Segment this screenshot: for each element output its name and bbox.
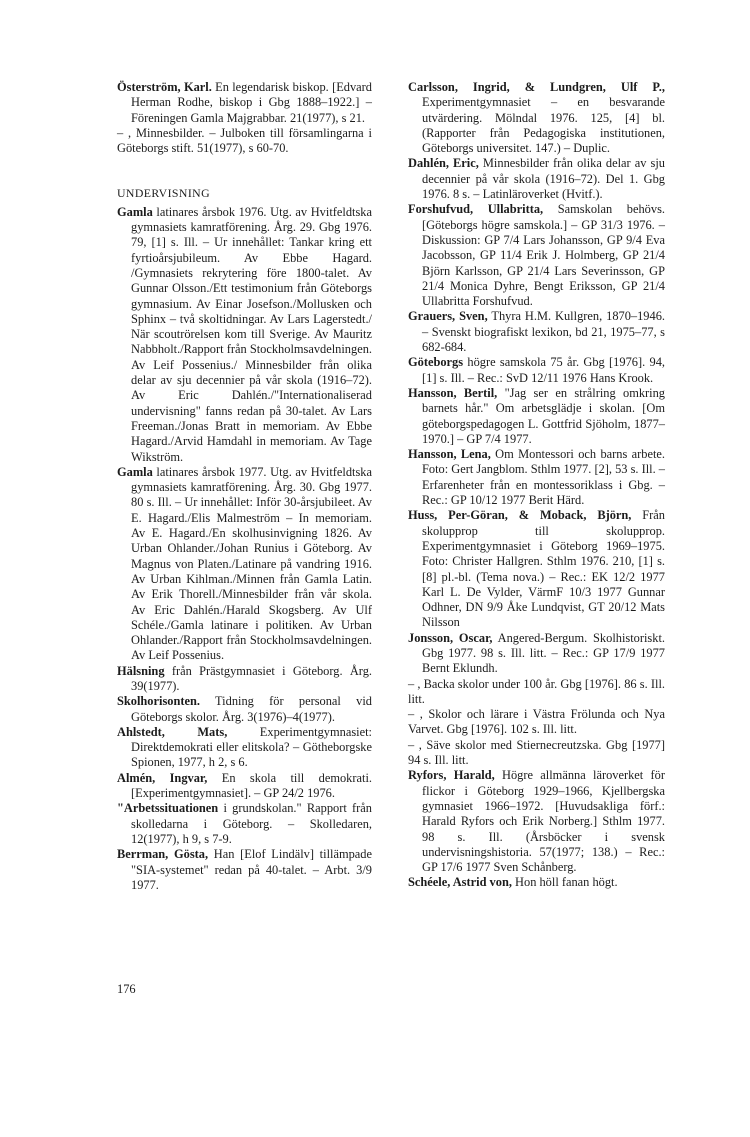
bib-entry	[408, 355, 665, 386]
entry-text: Högre allmänna läroverket för flickor i Göteborg 1929–1966, Kjellbergska gymnasiet 1966–1972. [Huvudsakliga förf.: Harald Ryfors och Erik Norberg.] Sthlm 1977. 98 s. Ill. (Årsböcker i svensk undervisningshistoria. 57(1977; 138.) – Rec.: GP 17/6 1977 Sven Schånberg.	[422, 768, 665, 875]
entry-text: – , Skolor och lärare i Västra Frölunda och Nya Varvet. Gbg [1976]. 102 s. Ill. litt.	[408, 707, 665, 737]
bib-entry	[408, 447, 665, 508]
entry-head: Forshufvud, Ullabritta,	[408, 202, 544, 217]
entry-head: Österström, Karl.	[117, 80, 212, 94]
left-column	[117, 80, 372, 893]
entry-head: Ahlstedt, Mats,	[117, 724, 228, 739]
entry-text: latinares årsbok 1976. Utg. av Hvitfeldtska gymnasiets kamratförening. Årg. 29. Gbg 1976. 79, [1] s. Ill. – Ur innehållet: Tankar kring ett fyrtioårsjubileum. Av Ebbe Hagard. /Gymnasiets rekrytering före 1800-talet. Av Gunnar Olsson./Ett testimonium från Göteborgs gymnasium. Av Einar Josefson./Mollusken och Sphinx – två skoltidningar. Av Lars Lagerstedt./ När scoutrörelsen kom till Sverige. Av Mauritz Nabbholt./Rapport från Stockholmsavdelningen. Av Leif Possenius./ Minnesbilder från olika delar av sju decennier på vår skola (1916–72). Av Eric Dahlén./"Internationaliserad undervisning" fanns redan på 30-talet. Av Lars Freeman./Jonas Bratt in memoriam. Av Ebbe Hagard./Arvid Hamdahl in memoriam. Av Tage Wikström.	[131, 204, 372, 464]
entry-text: latinares årsbok 1977. Utg. av Hvitfeldtska gymnasiets kamratförening. Årg. 30. Gbg 1977. 80 s. Ill. – Ur innehållet: Inför 30-årsjubileet. Av E. Hagard./Elis Malmeström – In memoriam. Av E. Hagard./En skolhusinvigning 1826. Av Urban Ohlander./Johan Runius i Göteborg. Av Magnus von Platen./Latinare på vandring 1916. Av Urban Kihlman./Minnen från Gamla Latin. Av Erik Thorell./Minnesbilder från vår skola. Av Eric Dahlén./Harald Skogsberg. Av Ulf Schéle./Gamla latinare i politiken. Av Urban Ohlander./Rapport från Stockholmsavdelningen. Av Leif Possenius.	[131, 464, 372, 663]
entry-text: – , Backa skolor under 100 år. Gbg [1976]. 86 s. Ill. litt.	[408, 676, 665, 706]
entry-head: Dahlén, Eric,	[408, 156, 479, 171]
entry-head: Jonsson, Oscar,	[408, 630, 493, 645]
bib-entry	[117, 465, 372, 664]
page-number: 176	[117, 982, 136, 996]
entry-head: "Arbetssituationen	[117, 801, 219, 816]
entry-head: Skolhorisonten.	[117, 694, 200, 709]
entry-text: Hon höll fanan högt.	[511, 875, 618, 890]
entry-head: Gamla	[117, 204, 153, 219]
bib-entry	[408, 508, 665, 630]
entry-head: Hälsning	[117, 663, 165, 678]
bib-entry	[408, 738, 665, 769]
bib-entry	[408, 768, 665, 875]
entry-head: Hansson, Bertil,	[408, 385, 498, 400]
entry-text: i grundskolan." Rapport från skolledarna i Göteborg. – Skolledaren, 12(1977), h 9, s 7-9.	[131, 801, 372, 846]
bib-entry	[117, 694, 372, 725]
entry-text: "Jag ser en strålring omkring barnets hår." Om arbetsglädje i skolan. [Om göteborgspedagogen L. Gottfrid Sjöholm, 1877–1970.] – GP 7/4 1977.	[422, 385, 665, 446]
entry-head: Schéele, Astrid von,	[408, 875, 512, 890]
bib-entry	[408, 386, 665, 447]
bib-entry	[117, 771, 372, 802]
bib-entry	[408, 80, 665, 156]
entry-head: Göteborgs	[408, 355, 464, 370]
section-heading: UNDERVISNING	[117, 186, 210, 201]
entry-text: – , Säve skolor med Stiernecreutzska. Gbg [1977] 94 s. Ill. litt.	[408, 737, 665, 768]
entry-text: Minnesbilder från olika delar av sju decennier på vår skola (1916–72). Del 1. Gbg 1976. 8 s. – Latinläroverket (Hvitf.).	[422, 156, 665, 202]
bib-entry	[408, 677, 665, 708]
entry-head: Almén, Ingvar,	[117, 770, 208, 785]
bib-entry	[408, 156, 665, 202]
entry-head: Berrman, Gösta,	[117, 847, 209, 862]
bib-entry	[408, 875, 665, 890]
entry-text: högre samskola 75 år. Gbg [1976]. 94, [1] s. Ill. – Rec.: SvD 12/11 1976 Hans Krook.	[422, 355, 665, 385]
entry-text: Från skolupprop till skolupprop. Experimentgymnasiet i Göteborg 1969–1975. Foto: Christer Hallgren. Sthlm 1976. 210, [1] s. [8] pl.-bl. (Tema nova.) – Rec.: EK 12/2 1977 Karl L. De Vylder, VärmF 10/3 1977 Gunnar Odhner, DN 9/9 Åke Lundqvist, GT 20/12 Mats Nilsson	[422, 508, 665, 630]
entry-text: En legendarisk biskop. [Edvard Herman Rodhe, biskop i Gbg 1888–1922.] – Föreningen Gamla Majgrabbar. 21(1977), s 21.	[131, 80, 372, 125]
bib-entry	[408, 309, 665, 355]
right-column	[408, 80, 665, 891]
bib-entry	[117, 126, 372, 157]
entry-head: Huss, Per-Göran, & Moback, Björn,	[408, 508, 632, 523]
bib-entry	[408, 707, 665, 738]
entry-head: Gamla	[117, 464, 153, 479]
entry-text: Experimentgymnasiet: Direktdemokrati eller elitskola? – Götheborgske Spionen, 1977, h 2, s 6.	[131, 724, 372, 770]
entry-text: från Prästgymnasiet i Göteborg. Årg. 39(1977).	[131, 663, 372, 693]
bib-entry	[408, 202, 665, 309]
bib-entry	[117, 847, 372, 893]
entry-text: – , Minnesbilder. – Julboken till församlingarna i Göteborgs stift. 51(1977), s 60-70.	[117, 125, 372, 156]
entry-text: Samskolan behövs. [Göteborgs högre samskola.] – GP 31/3 1976. – Diskussion: GP 7/4 Lars Johansson, GP 9/4 Eva Jacobsson, GP 11/4 Erik J. Holmberg, GP 21/4 Björn Karlsson, GP 21/4 Lars Severinsson, GP 21/4 Monica Dyhre, Bengt Eriksson, GP 21/4 Ullabritta Forshufvud.	[422, 202, 665, 309]
bib-entry	[117, 205, 372, 465]
entry-head: Grauers, Sven,	[408, 309, 488, 324]
bib-entry	[117, 664, 372, 695]
entry-text: Experimentgymnasiet – en besvarande utvärdering. Mölndal 1976. 125, [4] bl. (Rapporter från Pedagogiska institutionen, Göteborgs universitet. 147.) – Duplic.	[422, 95, 665, 156]
entry-head: Hansson, Lena,	[408, 447, 491, 462]
entry-head: Carlsson, Ingrid, & Lundgren, Ulf P.,	[408, 80, 665, 94]
bib-entry	[408, 631, 665, 677]
bib-entry	[117, 801, 372, 847]
entry-text: En skola till demokrati. [Experimentgymnasiet]. – GP 24/2 1976.	[131, 770, 372, 801]
entry-text: Om Montessori och barns arbete. Foto: Gert Jangblom. Sthlm 1977. [2], 53 s. Ill. – Erfarenheter från en montessoriklass i Gbg. – Rec.: GP 10/12 1977 Berit Härd.	[422, 447, 665, 508]
entry-head: Ryfors, Harald,	[408, 768, 495, 783]
entry-text: Thyra H.M. Kullgren, 1870–1946. – Svenskt biografiskt lexikon, bd 21, 1975–77, s 682-684.	[422, 309, 665, 355]
entry-text: Angered-Bergum. Skolhistoriskt. Gbg 1977. 98 s. Ill. litt. – Rec.: GP 17/9 1977 Bernt Eklundh.	[422, 630, 665, 676]
bib-entry	[117, 725, 372, 771]
entry-text: Tidning för personal vid Göteborgs skolor. Årg. 3(1976)–4(1977).	[131, 694, 372, 724]
entry-text: Han [Elof Lindälv] tillämpade "SIA-systemet" redan på 40-talet. – Arbt. 3/9 1977.	[131, 847, 372, 892]
bib-entry	[117, 80, 372, 126]
